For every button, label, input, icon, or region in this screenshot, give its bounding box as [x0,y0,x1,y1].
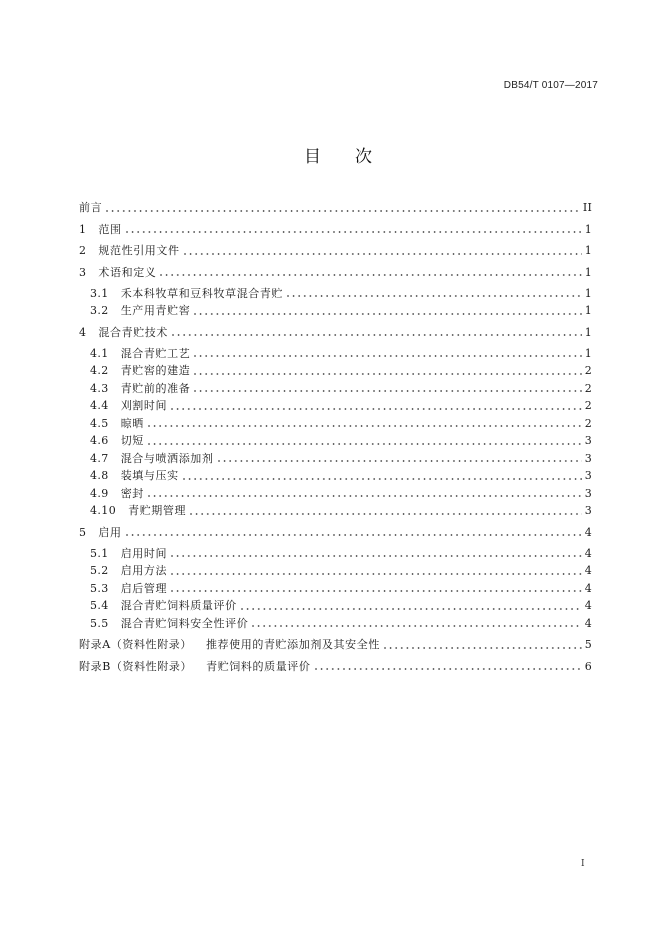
dot-leader [384,647,582,649]
toc-entry-number: 附录A（资料性附录） [79,638,192,651]
toc-entry-title: 青贮期管理 [128,504,187,517]
dot-leader [126,534,582,536]
toc-entry-page: 3 [584,486,592,500]
toc-entry-title: 混合青贮饲料安全性评价 [120,616,249,630]
toc-entry-title: 青贮窖的建造 [120,364,191,377]
toc-entry-number: 4.8 [90,469,109,482]
toc-entry-title: 启用时间 [120,546,168,560]
dot-leader [194,313,581,315]
toc-entry-title: 启用方法 [120,564,168,577]
toc-subsection-entry [79,450,592,468]
dot-leader [190,513,582,515]
toc-entry-page: 2 [584,399,592,412]
dot-leader [148,495,582,497]
toc-entry-page: II [582,201,592,214]
dot-leader [183,478,582,480]
toc-entry-title: 前言 [79,201,103,214]
dot-leader [171,590,582,592]
toc-entry-number: 3.1 [90,286,109,300]
toc-entry-page: 1 [584,286,592,300]
toc-entry-number: 4.3 [90,381,109,395]
toc-subsection-group [79,285,592,320]
toc-entry-page: 2 [584,381,592,395]
dot-leader [315,668,582,670]
toc-entry-number: 2 [79,244,87,257]
toc-entry-title: 混合青贮技术 [98,325,169,339]
toc-entry-number: 3.2 [90,304,109,317]
toc-entry-title: 术语和定义 [98,265,157,279]
toc-entry-page: 3 [584,504,592,517]
toc-subsection-entry [79,615,592,633]
toc-entry-page: 6 [584,659,592,673]
toc-entry-number: 4.1 [90,346,109,360]
dot-leader [252,625,581,627]
table-of-contents [79,199,592,675]
dot-leader [171,555,582,557]
toc-entry-title: 晾晒 [120,416,144,430]
toc-subsection-group [79,345,592,520]
toc-subsection-entry [79,362,592,380]
dot-leader [171,573,582,575]
toc-entry-page: 3 [584,451,592,465]
toc-section-entry [79,221,592,239]
toc-annex-entry [79,636,592,654]
toc-entry-number: 5.1 [90,546,109,560]
toc-entry-number: 附录B（资料性附录） [79,659,193,673]
toc-subsection-group [79,545,592,633]
dot-leader [184,253,582,255]
toc-entry-page: 4 [584,546,592,560]
toc-entry-number: 5.5 [90,616,109,630]
toc-entry-page: 2 [584,364,592,377]
toc-subsection-entry [79,285,592,303]
toc-entry-page: 3 [584,434,592,447]
toc-entry-page: 1 [584,304,592,317]
toc-entry-page: 1 [584,265,592,279]
toc-entry-page: 2 [584,416,592,430]
toc-entry-title: 启后管理 [120,581,168,595]
toc-entry-page: 4 [584,599,592,612]
dot-leader [194,390,581,392]
toc-entry-title: 密封 [120,486,144,500]
dot-leader [106,210,580,212]
toc-subsection-entry [79,545,592,563]
toc-entry-title: 混合与喷洒添加剂 [120,451,214,465]
toc-entry-number: 4.7 [90,451,109,465]
toc-entry-number: 4 [79,325,87,339]
toc-entry-title: 启用 [98,525,122,539]
toc-annex-entry [79,658,592,676]
toc-section-entry [79,264,592,282]
toc-entry-number: 4.4 [90,399,109,412]
toc-entry-page: 3 [584,469,592,482]
toc-entry-title: 推荐使用的青贮添加剂及其安全性 [205,638,380,651]
toc-subsection-entry [79,397,592,415]
toc-entry-number: 4.9 [90,486,109,500]
toc-entry-number: 1 [79,222,87,236]
toc-subsection-entry [79,562,592,580]
page-number: I [581,859,585,869]
toc-entry-number: 5.2 [90,564,109,577]
dot-leader [194,373,581,375]
toc-subsection-entry [79,432,592,450]
dot-leader [148,425,582,427]
toc-entry-number: 4.10 [90,504,117,517]
dot-leader [148,443,582,445]
toc-entry-title: 青贮前的准备 [120,381,191,395]
toc-entry-title: 切短 [120,434,144,447]
toc-subsection-entry [79,485,592,503]
dot-leader [241,608,582,610]
dot-leader [287,295,582,297]
toc-entry-number: 3 [79,265,87,279]
toc-section-entry [79,242,592,260]
toc-entry-title: 刈割时间 [120,399,168,412]
dot-leader [172,334,582,336]
toc-entry-title: 青贮饲料的质量评价 [206,659,311,673]
dot-leader [126,231,582,233]
toc-section-entry [79,524,592,542]
toc-entry-title: 禾本科牧草和豆科牧草混合青贮 [120,286,284,300]
toc-entry-title: 生产用青贮窖 [120,304,191,317]
toc-section-entry [79,324,592,342]
toc-entry-page: 4 [584,564,592,577]
toc-entry-number: 5 [79,525,87,539]
page-title: 目 次 [304,147,372,167]
toc-entry-title: 混合青贮饲料质量评价 [120,599,237,612]
toc-entry-number: 4.2 [90,364,109,377]
toc-subsection-entry [79,467,592,485]
toc-entry-page: 5 [584,638,592,651]
dot-leader [171,408,582,410]
toc-subsection-entry [79,380,592,398]
toc-entry-title: 装填与压实 [120,469,179,482]
toc-subsection-entry [79,502,592,520]
toc-entry-number: 5.4 [90,599,109,612]
toc-section-entry [79,199,592,217]
toc-entry-title: 混合青贮工艺 [120,346,191,360]
toc-subsection-entry [79,302,592,320]
toc-entry-page: 4 [584,616,592,630]
toc-entry-page: 4 [584,525,592,539]
toc-entry-number: 4.5 [90,416,109,430]
toc-entry-page: 1 [584,222,592,236]
toc-entry-page: 1 [584,325,592,339]
toc-entry-number: 5.3 [90,581,109,595]
toc-subsection-entry [79,415,592,433]
toc-entry-page: 4 [584,581,592,595]
toc-entry-title: 规范性引用文件 [98,244,180,257]
toc-entry-page: 1 [584,244,592,257]
toc-subsection-entry [79,597,592,615]
dot-leader [218,460,582,462]
dot-leader [194,355,581,357]
document-code-header: DB54/T 0107—2017 [503,80,598,91]
toc-entry-page: 1 [584,346,592,360]
dot-leader [160,274,581,276]
toc-subsection-entry [79,345,592,363]
toc-entry-title: 范围 [98,222,122,236]
toc-entry-number: 4.6 [90,434,109,447]
toc-subsection-entry [79,580,592,598]
